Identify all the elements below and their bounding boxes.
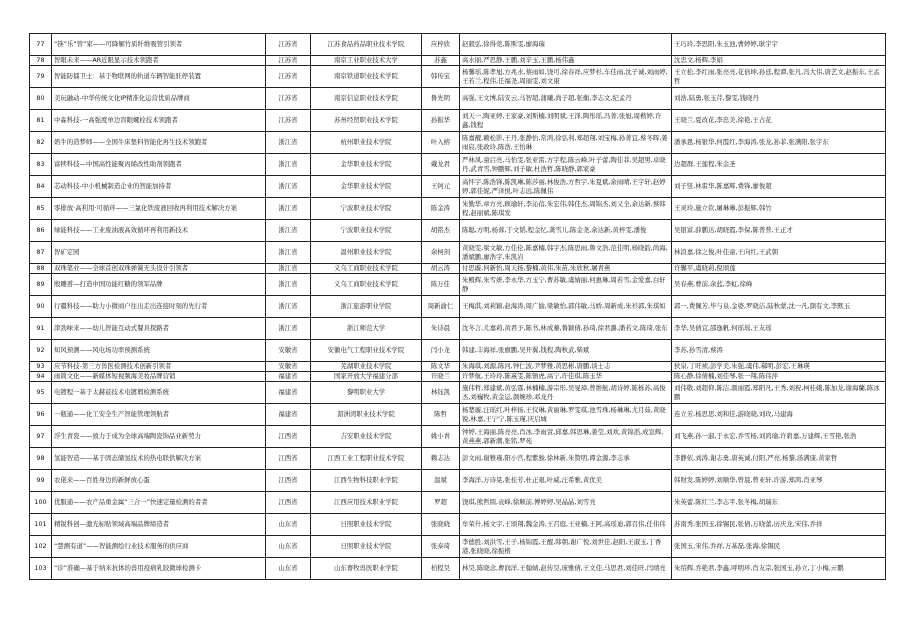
school-cell: 温州职业技术学院 xyxy=(311,242,422,264)
school-cell: 义乌工商职业技术学院 xyxy=(311,264,422,274)
table-row xyxy=(30,470,886,492)
province-cell: 江西省 xyxy=(266,448,311,470)
teachers-cell: 韩财发,陈婷婷,刘顺华,曾晨,曾亚轩,许游,郑鸿,肖亚琴 xyxy=(672,470,886,492)
school-cell: 山东畜牧兽医职业学院 xyxy=(311,558,422,580)
project-name-cell: 农佬来——百姓身边的新鲜放心蛋 xyxy=(52,470,266,492)
project-name-cell: “诊”准确—基于纳米抗体的兽用疫病乳胶微球检测卡 xyxy=(52,558,266,580)
leader-cell: 林钰凯 xyxy=(422,382,460,404)
school-cell: 芜湖职业技术学院 xyxy=(311,362,422,372)
leader-cell: 陈文华 xyxy=(422,362,460,372)
table-row xyxy=(30,340,886,362)
teachers-cell: 许馨平,虞晓莉,倪颂莲 xyxy=(672,264,886,274)
teachers-cell: 连立芳,杨思思,刘和佳,游晓晓,刘玫,马建海 xyxy=(672,404,886,426)
project-name-cell: 双珠笔业——全球首创双珠弹簧无头设计引领者 xyxy=(52,264,266,274)
teachers-cell: 刘子竖,林雷华,陈嘉辉,费锋,廖俊超 xyxy=(672,176,886,198)
row-number-cell: 81 xyxy=(30,110,52,132)
leader-cell: 余柯剑 xyxy=(422,242,460,264)
row-number-cell: 80 xyxy=(30,88,52,110)
school-cell: 浙江师范大学 xyxy=(311,318,422,340)
table-row xyxy=(30,264,886,274)
province-cell: 江苏省 xyxy=(266,110,311,132)
row-number-cell: 77 xyxy=(30,34,52,56)
table-row xyxy=(30,274,886,296)
table-row xyxy=(30,514,886,536)
province-cell: 江苏省 xyxy=(266,66,311,88)
province-cell: 山东省 xyxy=(266,514,311,536)
teachers-cell: 王巧玲,李思阳,朱玉池,曹婷婷,耿宇宇 xyxy=(672,34,886,56)
table-body xyxy=(30,34,886,580)
teachers-cell: 吴春燕,曹前,余蓝,李虹,徐峰 xyxy=(672,274,886,296)
teachers-cell: 吴银富,薛鹏达,胡晓霞,李保,陈普普,王正才 xyxy=(672,220,886,242)
project-name-cell: 行疆科技——助力小微商户往出走出连接时刻的先行者 xyxy=(52,296,266,318)
school-cell: 南京工业职业技术大学 xyxy=(311,56,422,66)
leader-cell: 许晓兰 xyxy=(422,372,460,382)
teachers-cell: 狄泉,丁旺祯,彭学美,朱强,虞伟,郗明,彭宏,王琳瑛 xyxy=(672,362,886,372)
row-number-cell: 84 xyxy=(30,176,52,198)
table-row xyxy=(30,362,886,372)
province-cell: 安徽省 xyxy=(266,362,311,372)
project-name-cell: 智能防擂卫士：基于物联网的轨道车辆智能驻停装置 xyxy=(52,66,266,88)
leader-cell: 韩传宝 xyxy=(422,66,460,88)
table-row xyxy=(30,426,886,448)
table-row xyxy=(30,132,886,154)
province-cell: 江西省 xyxy=(266,426,311,448)
members-cell: 钟婷,王海丽,陈亮亮,肖冰,李雨萱,邱嘉,韩思琳,姜莹,刘欢,黄锦滔,成宣辉,黄燕燕,郭新潮,张铭,罗苑 xyxy=(460,426,672,448)
row-number-cell: 79 xyxy=(30,66,52,88)
table-row xyxy=(30,404,886,426)
leader-cell: 温斌 xyxy=(422,470,460,492)
leader-cell: 王钶元 xyxy=(422,176,460,198)
table-row xyxy=(30,382,886,404)
table-row xyxy=(30,154,886,176)
row-number-cell: 88 xyxy=(30,264,52,274)
members-cell: 陈聪,方明,杨蓉,于文韬,程金忆,龚雪儿,陈金尧,余达新,黄梓雯,潘俊 xyxy=(460,220,672,242)
teachers-cell: 王晓兰,夏改花,李忠美,徐艳,王占花 xyxy=(672,110,886,132)
teachers-cell: 郭一,费佩芳,毕与泉,金婆,罗晓洁,陆秋蒙,沈一凡,颜有文,李默玉 xyxy=(672,296,886,318)
leader-cell: 周新渝仁 xyxy=(422,296,460,318)
leader-cell: 罗超 xyxy=(422,492,460,514)
school-cell: 江西工业工程职业技术学院 xyxy=(311,448,422,470)
school-cell: 湄洲湾职业技术学院 xyxy=(311,404,422,426)
project-name-cell: 美玩融动-中华传统文化IP精准化运营优质品牌商 xyxy=(52,88,266,110)
members-cell: 李海洋,万诗晃,张桂芳,杜正艰,叶威,汪希雅,黄优美 xyxy=(460,470,672,492)
province-cell: 浙江省 xyxy=(266,198,311,220)
school-cell: 安徽电气工程职业技术学院 xyxy=(311,340,422,362)
table-row xyxy=(30,66,886,88)
teachers-cell: 苏南秀,张国玉,徐锡民,张倩,万晓蕾,历庆龙,宋伟,乔祥 xyxy=(672,514,886,536)
province-cell: 江苏省 xyxy=(266,34,311,56)
members-cell: 李德胜,刘洪雪,王子,杨锦霞,王醒,韩朝,谢广悦,刘世佳,赵阳,王淑玉,丁香港,张晓晓,徐振楷 xyxy=(460,536,672,558)
teachers-cell: 沈忠文,杨辉,李娟 xyxy=(672,56,886,66)
table-row xyxy=(30,88,886,110)
project-name-cell: 电镀程一基于太赫兹技术电镀瑕检测系统 xyxy=(52,382,266,404)
members-cell: 严林凤,童启亮,马怡雯,张亚雷,方宇程,陈云峰,叶子蕾,陶佳菲,吴超男,卓晓丹,武青雪,钟鹏辉,刘子敏,杜浩哲,陈晓静,郭家豪 xyxy=(460,154,672,176)
project-name-cell: 智矿定园 xyxy=(52,242,266,264)
school-cell: 日照职业技术学院 xyxy=(311,514,422,536)
project-name-cell: 殷雕甫—打造中国功能红糖的领军品牌 xyxy=(52,274,266,296)
members-cell: 沈冬言,尤嘉莉,黄君予,陈书,林成蓁,鲁颖倩,孙琦,徐君潞,潘若文,陈琦,张东 xyxy=(460,318,672,340)
teachers-cell: 陈心静,徐倩楠,刘佳琴,张一翔,陈伟萍 xyxy=(672,372,886,382)
project-name-cell: 富犊科技—中国高性能聚丙烯改性助剂领跑者 xyxy=(52,154,266,176)
members-cell: 朱勤华,章方亮,顾瑜轩,李沁蓓,朱宏伟,韩佳杰,周锦杰,刘又全,余达新,蔡韩程,赵丽斌,陈琪发 xyxy=(460,198,672,220)
members-cell: 高怀宇,陈浩锋,陈凯琳,陈莎丽,林俊浩,方哲宇,朱夏斌,余雨晴,王宇轩,赵婷婷,郭佳妮,严泽悦,叶志远,陈佩伟 xyxy=(460,176,672,198)
project-name-cell: “慧测有道”——智能测绘行业技术服务的供应商 xyxy=(52,536,266,558)
leader-cell: 胡铭杰 xyxy=(422,220,460,242)
teachers-cell: 朱英蕾,陈红兰,李志平,张冬梅,胡瑞东 xyxy=(672,492,886,514)
project-name-cell: 氢能智造——基于固态储氢技术的热电联供解决方案 xyxy=(52,448,266,470)
members-cell: 杨楚璇,汪瑶红,叶梓扬,王仪琳,黄丽琳,罗雯琪,池雪珠,杨琳琳,尤月茹,黄晓锐,林嘉,王宁宁,陈玉瑾,庆启城 xyxy=(460,404,672,426)
project-name-cell: 智眼未来——AR近眼显示技术领跑者 xyxy=(52,56,266,66)
project-name-cell: 奶牛的造梦师——全国牛床垫料智能化再生技术领跑者 xyxy=(52,132,266,154)
leader-cell: 柏程昊 xyxy=(422,558,460,580)
school-cell: 宁波职业技术学院 xyxy=(311,220,422,242)
table-row xyxy=(30,318,886,340)
province-cell: 浙江省 xyxy=(266,264,311,274)
table-row xyxy=(30,198,886,220)
table-row xyxy=(30,372,886,382)
row-number-cell: 103 xyxy=(30,558,52,580)
leader-cell: 陈金涛 xyxy=(422,198,460,220)
school-cell: 杭州职业技术学院 xyxy=(311,132,422,154)
row-number-cell: 92 xyxy=(30,340,52,362)
members-cell: 王梅淇,刘莉颖,赵海涛,周广愉,梁敏怡,郭伟敏,马娇,周新成,朱衫郭,朱琪如 xyxy=(460,296,672,318)
members-cell: 黄晓雯,梁文敏,方佳伦,陈嘉楠,韩宇杰,陈思雨,鲁文浩,范佳明,杨晓韵,尚海,潘斌鹏,廖浩宇,朱凯岩 xyxy=(460,242,672,264)
table-row xyxy=(30,558,886,580)
leader-cell: 姚小青 xyxy=(422,426,460,448)
school-cell: 国家开放大学福建分部 xyxy=(311,372,422,382)
province-cell: 山东省 xyxy=(266,558,311,580)
members-cell: 施伟哲,郑建斌,黄弘霆,林楠楠,游宗彤,吴旻璋,曾维航,胡诗婷,陈栎苏,高俊杰,刘巍牧,黄金运,颜婉珍,邓龙丹 xyxy=(460,382,672,404)
members-cell: 林昊,陈晓念,曹润洋,王翰婧,赵传昊,庞雅倩,王文佳,马思君,刘佳旺,闫靖亮 xyxy=(460,558,672,580)
members-cell: 饶琪,熊哲圆,袁峰,徐顺前,傅婷婷,吴晶晶,刘雪亮 xyxy=(460,492,672,514)
teachers-cell: 刘飞燕,孙一淑,于永宏,乔雪杨,刘鸿瑜,许碧嘉,万建辉,王雪艳,张浩 xyxy=(672,426,886,448)
project-name-cell: 绿能科技——工业废油液高效循环再利用新技术 xyxy=(52,220,266,242)
row-number-cell: 98 xyxy=(30,448,52,470)
teachers-cell: 李华,吴倩宜,邵逸帆,何瑶瑶,王友瑶 xyxy=(672,318,886,340)
leader-cell: 鲁先明 xyxy=(422,88,460,110)
project-name-cell: 浮生青瓷——致力于成为全球高端陶瓷饰品业新势力 xyxy=(52,426,266,448)
members-cell: 韩建,丰海祥,张旗鹏,吴开翼,钱程,陶秋武,柴斌 xyxy=(460,340,672,362)
row-number-cell: 85 xyxy=(30,198,52,220)
row-number-cell: 94 xyxy=(30,372,52,382)
province-cell: 浙江省 xyxy=(266,242,311,264)
teachers-cell: 林浪嘉,徐之俊,叶佳童,王向红,王武朝 xyxy=(672,242,886,264)
project-name-cell: 知风预测——风电场功率预测系统 xyxy=(52,340,266,362)
province-cell: 浙江省 xyxy=(266,296,311,318)
project-name-cell: 应节科技-第三方兽医检测技术创新引领者 xyxy=(52,362,266,372)
school-cell: 日照职业技术学院 xyxy=(311,536,422,558)
school-cell: 江西生物科技职业学院 xyxy=(311,470,422,492)
leader-cell: 陈哲 xyxy=(422,404,460,426)
leader-cell: 张晓晓 xyxy=(422,514,460,536)
row-number-cell: 100 xyxy=(30,492,52,514)
leader-cell: 孙振华 xyxy=(422,110,460,132)
school-cell: 黎明职业大学 xyxy=(311,382,422,404)
project-name-cell: 一瓶通——化工安全生产智能管理领航者 xyxy=(52,404,266,426)
project-name-cell: 优服通——农产品重金属“三合一”快速定量检测的者者 xyxy=(52,492,266,514)
table-row xyxy=(30,110,886,132)
leader-cell: 应梓欣 xyxy=(422,34,460,56)
leader-cell: 闫小龙 xyxy=(422,340,460,362)
teachers-cell: 刘伟敬,刘超仰,陈洁,颜丽霞,郑阳凡,王秀,刘祝,柯桂娥,陈加龙,谢海蘭,陈冰鹏 xyxy=(672,382,886,404)
members-cell: 赵毅弘,徐得莞,陈斯雯,廖海瑞 xyxy=(460,34,672,56)
row-number-cell: 101 xyxy=(30,514,52,536)
row-number-cell: 91 xyxy=(30,318,52,340)
project-name-cell: “筷”乐“管”家——可降解竹质纤维吸管引领者 xyxy=(52,34,266,56)
table-row xyxy=(30,296,886,318)
row-number-cell: 90 xyxy=(30,296,52,318)
leader-cell: 叶入榕 xyxy=(422,132,460,154)
province-cell: 浙江省 xyxy=(266,154,311,176)
row-number-cell: 78 xyxy=(30,56,52,66)
school-cell: 苏州经贸职业技术学院 xyxy=(311,110,422,132)
teachers-cell: 朱绍辉,乔艳君,李鑫,呼明环,肖友宗,张国玉,孙立,丁小梅,亓鹏 xyxy=(672,558,886,580)
school-cell: 江西应用技术职业学院 xyxy=(311,492,422,514)
table-row xyxy=(30,56,886,66)
province-cell: 江苏省 xyxy=(266,56,311,66)
leader-cell: 胡云涛 xyxy=(422,264,460,274)
teachers-cell: 边超群,王莲程,朱金圣 xyxy=(672,154,886,176)
project-name-cell: 津劲味来——幼儿智能互动式餐具探路者 xyxy=(52,318,266,340)
project-name-cell: 精锐科创—激光标贴领域高端品牌缔造者 xyxy=(52,514,266,536)
province-cell: 山东省 xyxy=(266,536,311,558)
table-row xyxy=(30,536,886,558)
teachers-cell: 王灵玲,施立钦,屠琳琳,彭振辉,韩竹 xyxy=(672,198,886,220)
project-name-cell: 雨简文化——新媒体短视频海美妆品牌营销 xyxy=(52,372,266,382)
project-name-cell: 零排放·高利用·可循环——三氯化铁废液回收再利用技术解决方案 xyxy=(52,198,266,220)
members-cell: 许梦航,王玲玲,陈熹雯,陈镇虎,高宁,许佳琪,陈玉华 xyxy=(460,372,672,382)
leader-cell: 陈万佳 xyxy=(422,274,460,296)
members-cell: 牟荣升,杨文宇,王颂翔,魏金涛,王召庭,王亚楠,王阿,高瑶迪,郭召伟,任伟伟 xyxy=(460,514,672,536)
row-number-cell: 83 xyxy=(30,154,52,176)
province-cell: 福建省 xyxy=(266,404,311,426)
province-cell: 浙江省 xyxy=(266,274,311,296)
province-cell: 江西省 xyxy=(266,492,311,514)
table-row xyxy=(30,176,886,198)
teachers-cell: 潘承恩,杨银华,何霞红,李海涛,张龙,孙菲,张满阳,张宇东 xyxy=(672,132,886,154)
leader-cell: 朱诗晨 xyxy=(422,318,460,340)
spreadsheet-page xyxy=(29,33,885,580)
school-cell: 吉安职业技术学院 xyxy=(311,426,422,448)
row-number-cell: 86 xyxy=(30,220,52,242)
school-cell: 南京信息职业技术学院 xyxy=(311,88,422,110)
teachers-cell: 王立松,李红雨,张亮亮,花倍坤,孙廷,程谭,张凡,冯大伟,唐艺文,赵振东,王孟哲 xyxy=(672,66,886,88)
members-cell: 陈嘉靓,赖松影,王丹,张静怡,常鸿,徐弘利,郑超翔,刘宝梅,孙菁宜,蔡冬晖,姜雨宸,张政玲,陈浩,王怡琳 xyxy=(460,132,672,154)
school-cell: 浙江旅游职业学院 xyxy=(311,296,422,318)
members-cell: 刘天一,陶亚婷,王家豪,刘斯楠,刘明斌,王泽,陶彤瑶,冯菁,张旭,周楷婷,许鑫,钱程 xyxy=(460,110,672,132)
project-name-cell: 中淼科技-一高强度单边盲眼螺栓技术领跑者 xyxy=(52,110,266,132)
row-number-cell: 99 xyxy=(30,470,52,492)
province-cell: 安徽省 xyxy=(266,340,311,362)
row-number-cell: 87 xyxy=(30,242,52,264)
members-cell: 朱海琪,刘源,陈河,钟仁波,尹梦雅,黄思彬,唐鹏,谈士志 xyxy=(460,362,672,372)
province-cell: 浙江省 xyxy=(266,132,311,154)
province-cell: 福建省 xyxy=(266,372,311,382)
row-number-cell: 93 xyxy=(30,362,52,372)
leader-cell: 苏鑫 xyxy=(422,56,460,66)
members-cell: 付思璇,何新怡,周天扬,黎楠,黄伟,朱苗,朱欣秋,屠青燕 xyxy=(460,264,672,274)
row-number-cell: 102 xyxy=(30,536,52,558)
row-number-cell: 97 xyxy=(30,426,52,448)
province-cell: 江西省 xyxy=(266,470,311,492)
teachers-cell: 刘浩,陆勇,张玉芹,黎雯,钱晓丹 xyxy=(672,88,886,110)
province-cell: 江苏省 xyxy=(266,88,311,110)
province-cell: 浙江省 xyxy=(266,318,311,340)
row-number-cell: 82 xyxy=(30,132,52,154)
row-number-cell: 95 xyxy=(30,382,52,404)
province-cell: 福建省 xyxy=(266,382,311,404)
members-cell: 彭文雨,谢雅瑾,阳小宫,程紫骏,徐林新,朱赞明,谭金源,李志承 xyxy=(460,448,672,470)
table-row xyxy=(30,492,886,514)
table-row xyxy=(30,242,886,264)
table-row xyxy=(30,34,886,56)
award-list-table xyxy=(29,33,886,580)
province-cell: 浙江省 xyxy=(266,220,311,242)
teachers-cell: 李苏,孙雪清,蔡涛 xyxy=(672,340,886,362)
members-cell: 高水丽,严思静,王鹏,刘辛玉,王鹏,杨伟鑫 xyxy=(460,56,672,66)
school-cell: 宁波职业技术学院 xyxy=(311,198,422,220)
school-cell: 金华职业技术学院 xyxy=(311,176,422,198)
leader-cell: 赖志达 xyxy=(422,448,460,470)
school-cell: 江苏食品药品职业技术学院 xyxy=(311,34,422,56)
leader-cell: 张泰琦 xyxy=(422,536,460,558)
school-cell: 金华职业技术学院 xyxy=(311,154,422,176)
members-cell: 杨馨瑶,陈孝旭,方兆水,蔡雨如,饶可,徐春祥,应梦杉,车佳雨,沈子诚,刘雨婷,王若兰,程伟,任福尧,周丽雯,刘文康 xyxy=(460,66,672,88)
province-cell: 浙江省 xyxy=(266,176,311,198)
table-row xyxy=(30,220,886,242)
members-cell: 朱殿辉,朱雪妍,李永华,方玉宁,曹苏敏,虞婧丽,何惠琳,周若雪,金爱嘉,白轩静 xyxy=(460,274,672,296)
school-cell: 南京铁道职业技术学院 xyxy=(311,66,422,88)
teachers-cell: 张国玉,宋伟,乔祥,万基磊,张海,徐锡民 xyxy=(672,536,886,558)
project-name-cell: 芯动科技-中小机械制造企业的智能加持者 xyxy=(52,176,266,198)
school-cell: 义乌工商职业技术学院 xyxy=(311,274,422,296)
row-number-cell: 96 xyxy=(30,404,52,426)
leader-cell: 戴龙君 xyxy=(422,154,460,176)
row-number-cell: 89 xyxy=(30,274,52,296)
members-cell: 高强,王文博,陆安云,马智超,蒲曦,尚子超,张衡,李志文,纪孟丹 xyxy=(460,88,672,110)
table-row xyxy=(30,448,886,470)
teachers-cell: 李静依,刘涛,谢志勇,唐英诚,付阳,严亮,杨黎,汤满康,黄家哲 xyxy=(672,448,886,470)
